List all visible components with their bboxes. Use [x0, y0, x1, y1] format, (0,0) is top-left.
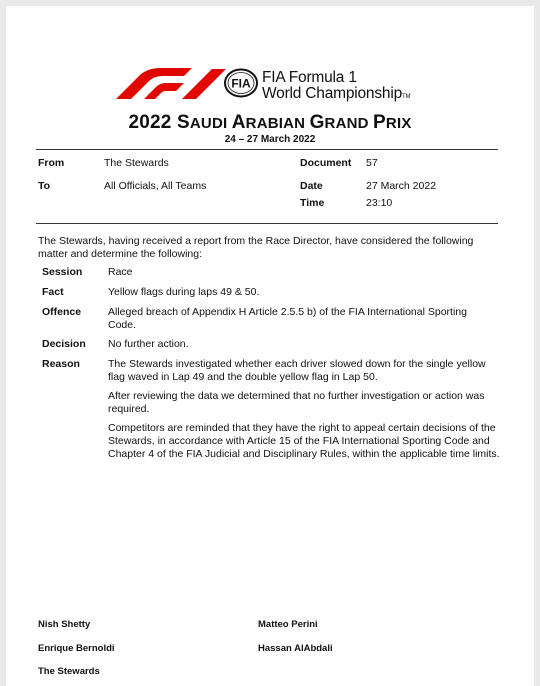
trademark: TM	[402, 94, 411, 100]
fia-badge-text: FIA	[231, 76, 251, 91]
date-value: 27 March 2022	[366, 180, 437, 192]
signature-nish-shetty: Nish Shetty	[38, 619, 91, 630]
bottom-divider	[36, 223, 498, 224]
signature-footer: The Stewards	[38, 666, 100, 677]
decision-value: No further action.	[108, 338, 189, 350]
from-label: From	[38, 157, 65, 169]
session-value: Race	[108, 266, 133, 278]
time-value: 23:10	[366, 197, 393, 209]
fia-badge-icon	[224, 68, 258, 98]
championship-title	[262, 70, 410, 105]
session-label: Session	[42, 266, 83, 278]
time-label: Time	[300, 197, 325, 209]
from-value: The Stewards	[104, 157, 169, 169]
to-value: All Officials, All Teams	[104, 180, 207, 192]
fact-label: Fact	[42, 286, 64, 298]
championship-line-1: FIA Formula 1	[262, 69, 357, 86]
championship-line-2: World Championship	[262, 85, 402, 102]
reason-label: Reason	[42, 358, 80, 370]
top-divider	[36, 149, 498, 150]
intro-paragraph: The Stewards, having received a report from the Race Director, have considered the following matter and determine the following:	[38, 235, 474, 260]
signature-enrique-bernoldi: Enrique Bernoldi	[38, 643, 115, 654]
date-label: Date	[300, 180, 323, 192]
signature-matteo-perini: Matteo Perini	[258, 619, 318, 630]
document-label: Document	[300, 157, 352, 169]
event-dates: 24 – 27 March 2022	[224, 134, 316, 145]
reason-paragraph-2: After reviewing the data we determined that no further investigation or action was required.	[108, 390, 485, 415]
reason-paragraph-1: The Stewards investigated whether each driver slowed down for the single yellow flag waved in Lap 49 and the double yellow flag in Lap 50.	[108, 358, 486, 383]
to-label: To	[38, 180, 51, 192]
document-title: 2022 SAUDI ARABIAN GRAND PRIX	[128, 112, 412, 133]
document-value: 57	[366, 157, 378, 169]
offence-label: Offence	[42, 306, 82, 318]
reason-paragraph-3: Competitors are reminded that they have the right to appeal certain decisions of the Stewards, in accordance with Article 15 of the FIA International Sporting Code and Chapter 4 of the FIA Judicial and Disciplinary Rules, within the applicable time limits.	[108, 422, 500, 460]
fact-value: Yellow flags during laps 49 & 50.	[108, 286, 260, 298]
f1-logo-icon	[114, 66, 226, 100]
document-page	[6, 6, 534, 686]
offence-value: Alleged breach of Appendix H Article 2.5.5 b) of the FIA International Sporting Code.	[108, 306, 467, 331]
decision-label: Decision	[42, 338, 86, 350]
signature-hassan-alabdali: Hassan AlAbdali	[258, 643, 333, 654]
